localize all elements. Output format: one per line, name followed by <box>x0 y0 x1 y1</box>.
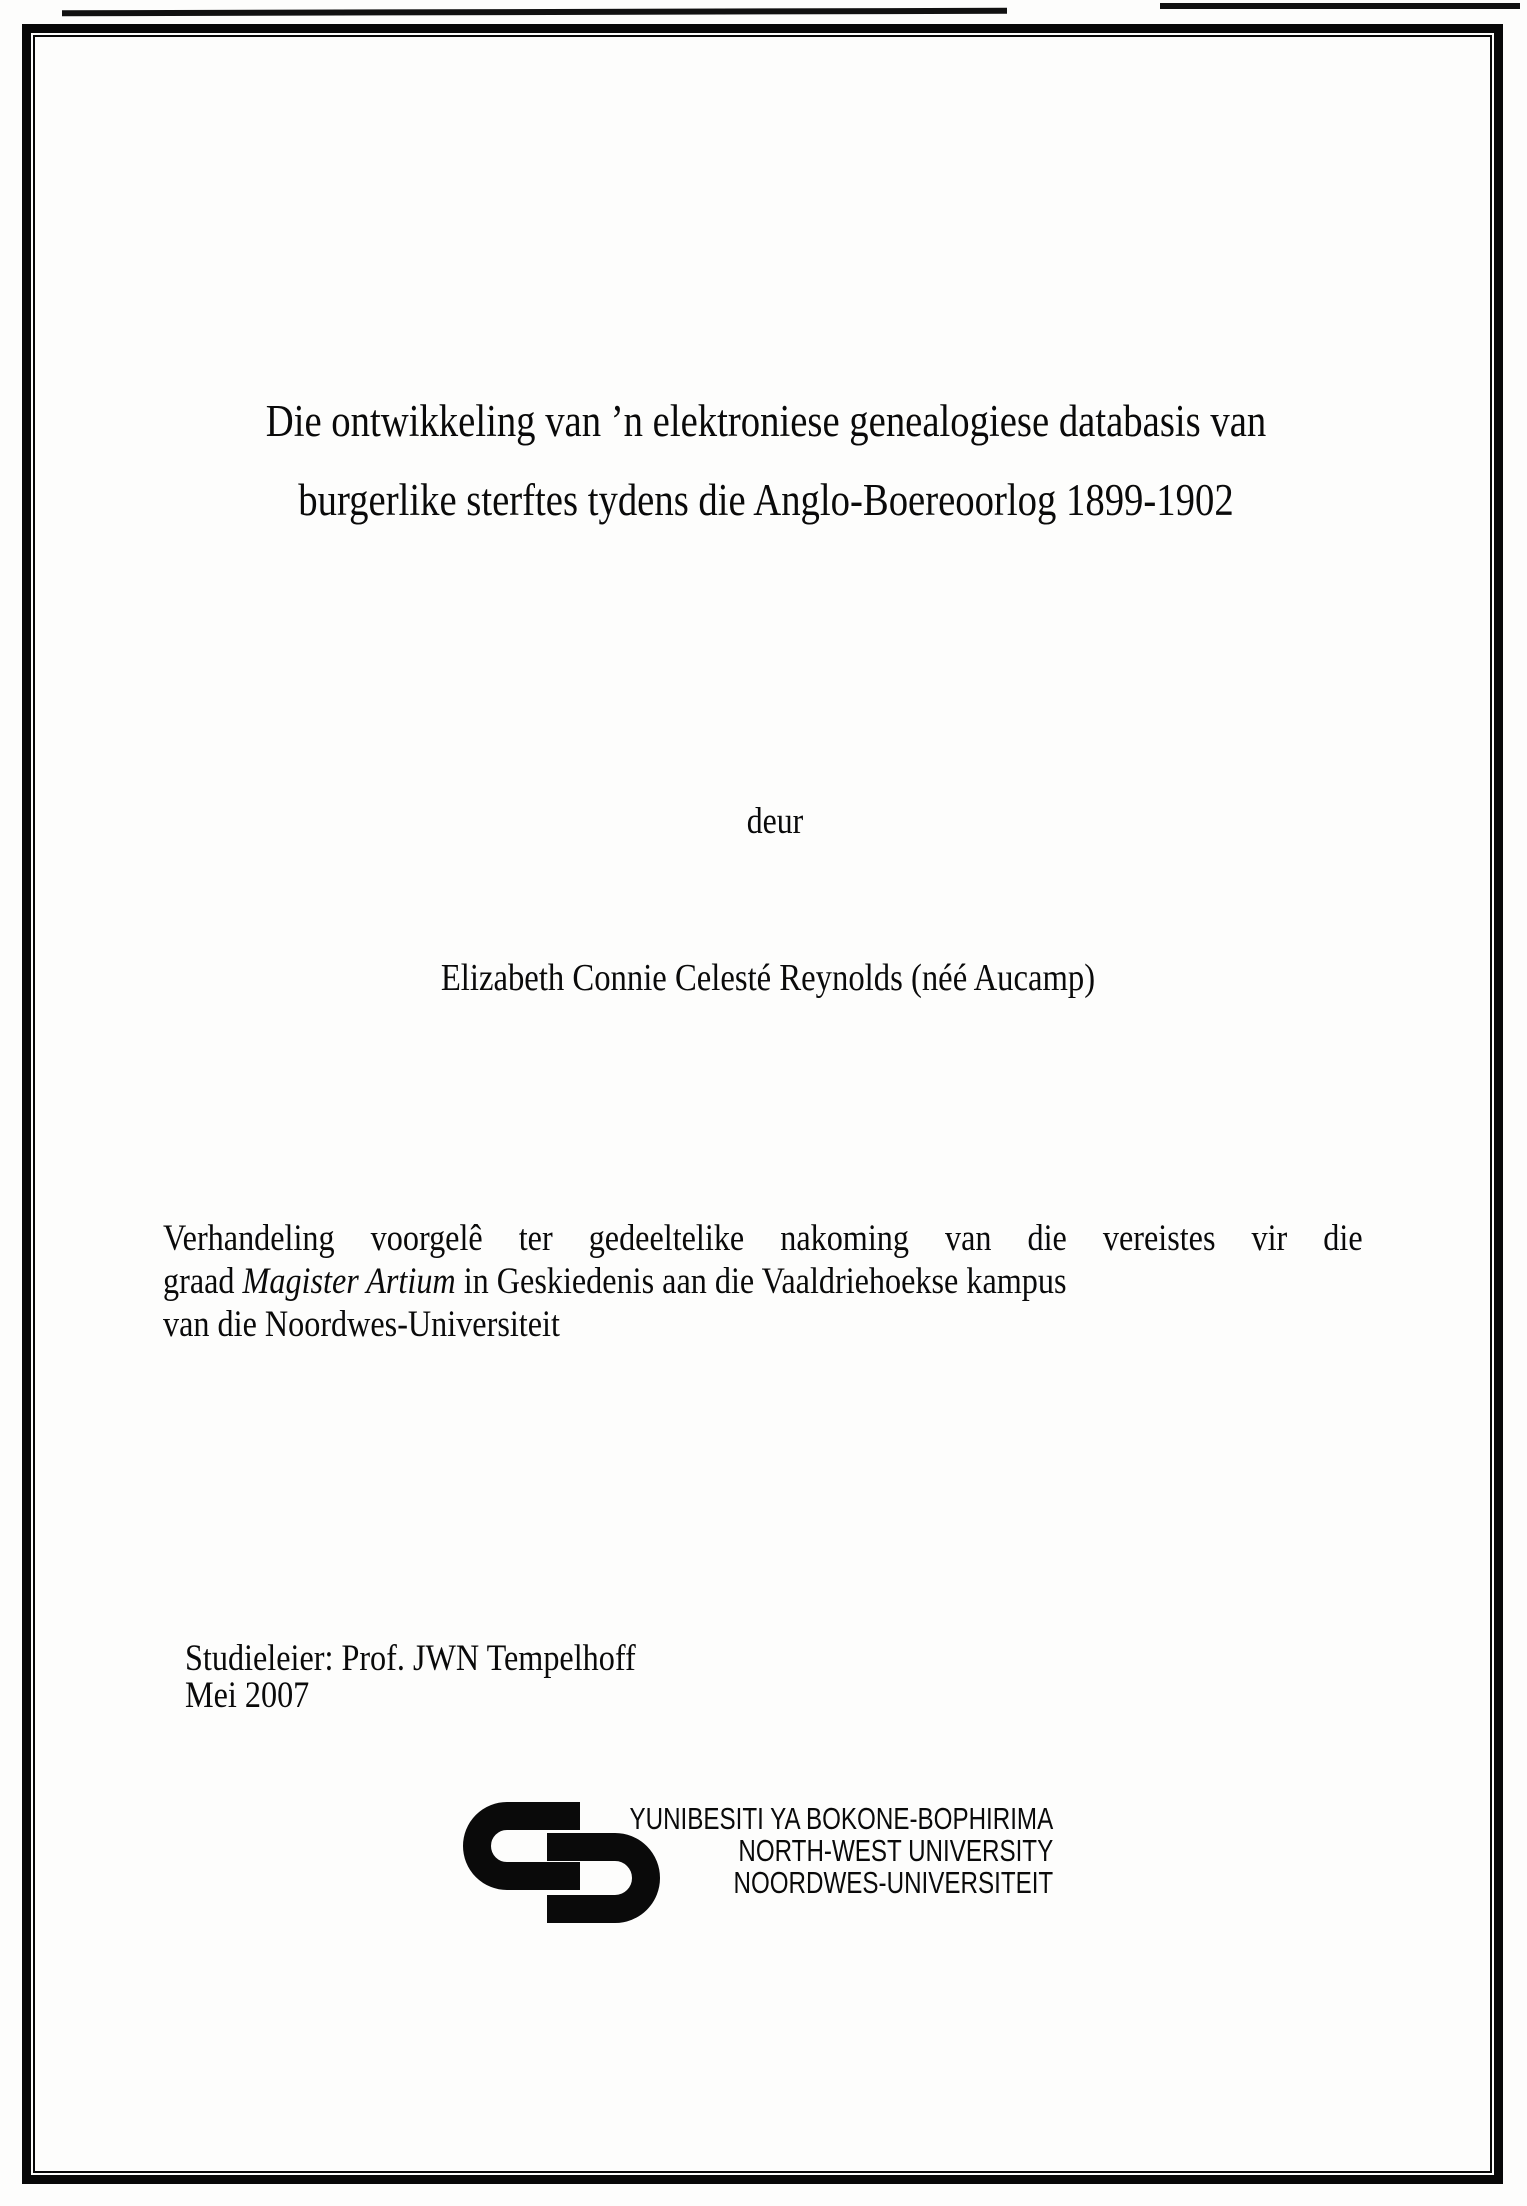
author <box>23 956 1503 1000</box>
degree-statement <box>163 1217 1363 1346</box>
scan-artifact <box>62 8 1007 16</box>
thesis-title-line1: Die ontwikkeling van ’n elektroniese genealogiese databasis van <box>265 396 1267 446</box>
supervisor-block <box>185 1640 636 1714</box>
byline <box>23 802 1503 842</box>
byline-label: deur <box>746 801 804 842</box>
degree-statement-line2-suffix: in Geskiedenis aan die Vaaldriehoekse kampus <box>455 1261 1067 1302</box>
logo-text-setswana: YUNIBESITI YA BOKONE-BOPHIRIMA <box>629 1801 1053 1836</box>
degree-statement-line1: Verhandeling voorgelê ter gedeeltelike nakoming van die vereistes vir die <box>163 1218 1363 1259</box>
logo-text-english: NORTH-WEST UNIVERSITY <box>738 1833 1053 1868</box>
university-logo-text <box>629 1803 1053 1899</box>
publication-date: Mei 2007 <box>185 1675 310 1716</box>
degree-statement-line3: van die Noordwes-Universiteit <box>163 1304 560 1345</box>
degree-statement-line2 <box>163 1260 1363 1303</box>
scan-artifact <box>1160 3 1520 9</box>
supervisor-name: Studieleier: Prof. JWN Tempelhoff <box>185 1638 636 1679</box>
author-name: Elizabeth Connie Celesté Reynolds (néé Aucamp) <box>440 957 1096 999</box>
thesis-title-line2: burgerlike sterftes tydens die Anglo-Boereoorlog 1899-1902 <box>298 475 1234 525</box>
degree-statement-line2-prefix: graad <box>163 1261 243 1302</box>
degree-name: Magister Artium <box>242 1261 456 1302</box>
logo-text-afrikaans: NOORDWES-UNIVERSITEIT <box>733 1865 1053 1900</box>
thesis-title <box>23 382 1503 540</box>
